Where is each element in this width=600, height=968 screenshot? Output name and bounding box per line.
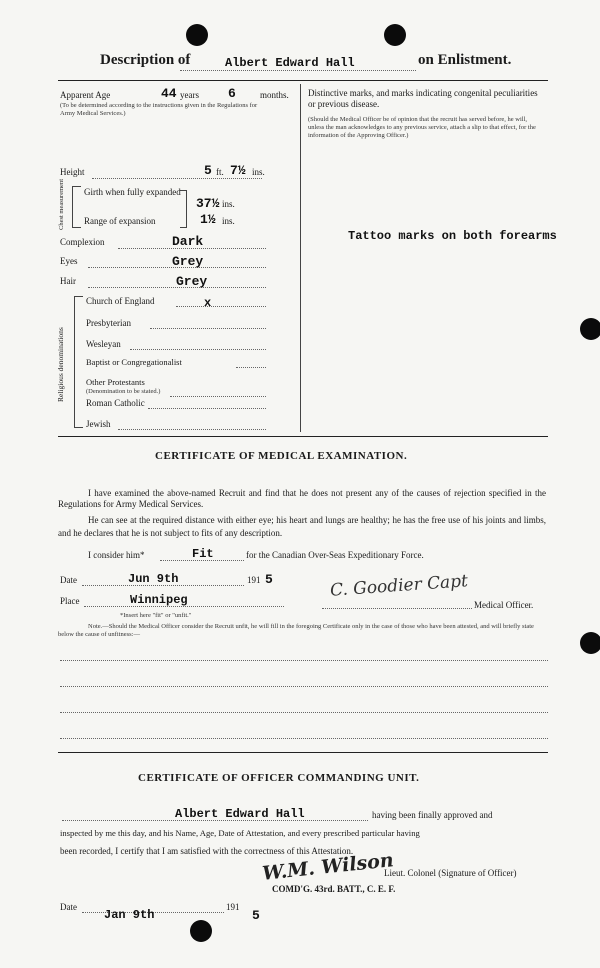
religion-bracket <box>74 296 83 428</box>
religion-line <box>150 328 266 329</box>
officer-text-2: inspected by me this day, and his Name, Age, Date of Attestation, and every prescribed particular having <box>60 828 420 838</box>
consider-suffix: for the Canadian Over-Seas Expeditionary Force. <box>246 550 424 560</box>
height-feet-unit: ft. <box>216 167 224 177</box>
medical-officer-line <box>322 608 472 609</box>
officer-title: CERTIFICATE OF OFFICER COMMANDING UNIT. <box>138 772 420 784</box>
chest-bracket <box>72 186 81 228</box>
religion-line <box>130 349 266 350</box>
age-months-value: 6 <box>228 86 236 101</box>
religion-item-note: (Denomination to be stated.) <box>86 388 161 395</box>
marks-note: (Should the Medical Officer be of opinion that the recruit has served before, he will, unless the man acknowledges to any previous service, attach a slip to that effect, for the information of the Approving Officer.) <box>308 116 536 139</box>
religion-item: Church of England <box>86 296 155 306</box>
medical-year-digit: 5 <box>265 572 273 587</box>
religion-item: Roman Catholic <box>86 398 145 408</box>
officer-text-1: having been finally approved and <box>372 810 493 820</box>
officer-text-3: been recorded, I certify that I am satisfied with the correctness of this Attestation. <box>60 846 354 856</box>
height-inches-value: 7½ <box>230 163 246 178</box>
medical-title: CERTIFICATE OF MEDICAL EXAMINATION. <box>155 450 408 462</box>
punch-hole-right-lower <box>580 632 600 654</box>
officer-date-label: Date <box>60 902 77 912</box>
religion-item: Wesleyan <box>86 339 121 349</box>
height-inches-label: ins. <box>252 167 265 177</box>
officer-signature: W.M. Wilson <box>261 849 395 885</box>
girth-unit: ins. <box>222 199 235 209</box>
on-enlistment-label: on Enlistment. <box>418 52 512 68</box>
range-label: Range of expansion <box>84 216 156 226</box>
age-note: (To be determined according to the instructions given in the Regulations for Army Medical Services.) <box>60 102 258 117</box>
religion-item: Jewish <box>86 419 111 429</box>
height-feet-value: 5 <box>204 163 212 178</box>
officer-name-line <box>62 820 368 821</box>
age-years-value: 44 <box>161 86 177 101</box>
insert-note: *Insert here "fit" or "unfit." <box>120 612 192 619</box>
consider-prefix: I consider him* <box>88 550 145 560</box>
medical-date-label: Date <box>60 575 77 585</box>
officer-year-prefix: 191 <box>226 902 240 912</box>
height-line <box>92 178 262 179</box>
blank-line <box>60 712 548 713</box>
religion-item: Presbyterian <box>86 318 131 328</box>
religion-line <box>118 429 266 430</box>
recruit-name: Albert Edward Hall <box>225 56 355 70</box>
medical-para-1: I have examined the above-named Recruit and find that he does not present any of the causes of rejection specified in the Regulations for Army Medical Services. <box>58 488 546 509</box>
section-rule <box>58 436 548 437</box>
officer-date-value: Jan 9th <box>104 908 155 922</box>
chest-label: Chest measurement <box>58 178 65 230</box>
officer-comdg: COMD'G. 43rd. BATT., C. E. F. <box>272 884 396 894</box>
medical-note: Note.—Should the Medical Officer consider the Recruit unfit, he will fill in the foregoing Certificate only in the case of those who have been attested, and will briefly state below the cause of unfitness:— <box>58 623 534 638</box>
header-rule <box>58 80 548 81</box>
height-label: Height <box>60 167 85 177</box>
religion-line <box>170 396 266 397</box>
fit-value: Fit <box>192 547 214 561</box>
name-line <box>180 70 416 71</box>
officer-rank: Lieut. Colonel (Signature of Officer) <box>384 868 517 878</box>
blank-line <box>60 686 548 687</box>
place-value: Winnipeg <box>130 593 188 607</box>
months-label: months. <box>260 90 289 100</box>
religion-line <box>148 408 266 409</box>
marks-heading: Distinctive marks, and marks indicating congenital peculiarities or previous disease. <box>308 88 538 109</box>
medical-officer-label: Medical Officer. <box>474 600 534 610</box>
years-label: years <box>180 90 199 100</box>
religion-item: Baptist or Congregationalist <box>86 357 182 367</box>
complexion-value: Dark <box>172 234 204 249</box>
range-unit: ins. <box>222 216 235 226</box>
religion-label: Religious denominations <box>56 327 65 402</box>
marks-value: Tattoo marks on both forearms <box>348 229 557 243</box>
blank-line <box>60 738 548 739</box>
eyes-value: Grey <box>172 254 204 269</box>
medical-para-2: He can see at the required distance with either eye; his heart and lungs are healthy; he has the free use of his joints and limbs, and he declares that he is not subject to fits of any description. <box>58 515 546 538</box>
punch-hole-right-mid <box>580 318 600 340</box>
medical-year-prefix: 191 <box>247 575 261 585</box>
officer-year-digit: 5 <box>252 908 260 923</box>
medical-signature: C. Goodier Capt <box>329 571 469 601</box>
blank-line <box>60 660 548 661</box>
punch-hole-bottom-left <box>190 920 212 942</box>
hair-label: Hair <box>60 276 76 286</box>
religion-item: Other Protestants <box>86 377 145 387</box>
punch-hole-top-right <box>384 24 406 46</box>
religion-mark: x <box>204 296 212 310</box>
girth-value: 37½ <box>196 196 220 211</box>
range-value: 1½ <box>200 212 216 227</box>
chest-brace <box>180 190 187 228</box>
section-rule <box>58 752 548 753</box>
column-divider <box>300 84 301 432</box>
description-of-label: Description of <box>100 52 191 68</box>
eyes-label: Eyes <box>60 256 78 266</box>
medical-date-value: Jun 9th <box>128 572 179 586</box>
religion-line <box>176 306 266 307</box>
girth-label: Girth when fully expanded <box>84 187 181 197</box>
officer-recruit-name: Albert Edward Hall <box>175 807 305 821</box>
place-label: Place <box>60 596 80 606</box>
complexion-label: Complexion <box>60 237 105 247</box>
apparent-age-label: Apparent Age <box>60 90 111 100</box>
religion-line <box>236 367 266 368</box>
hair-value: Grey <box>176 274 208 289</box>
punch-hole-top-left <box>186 24 208 46</box>
